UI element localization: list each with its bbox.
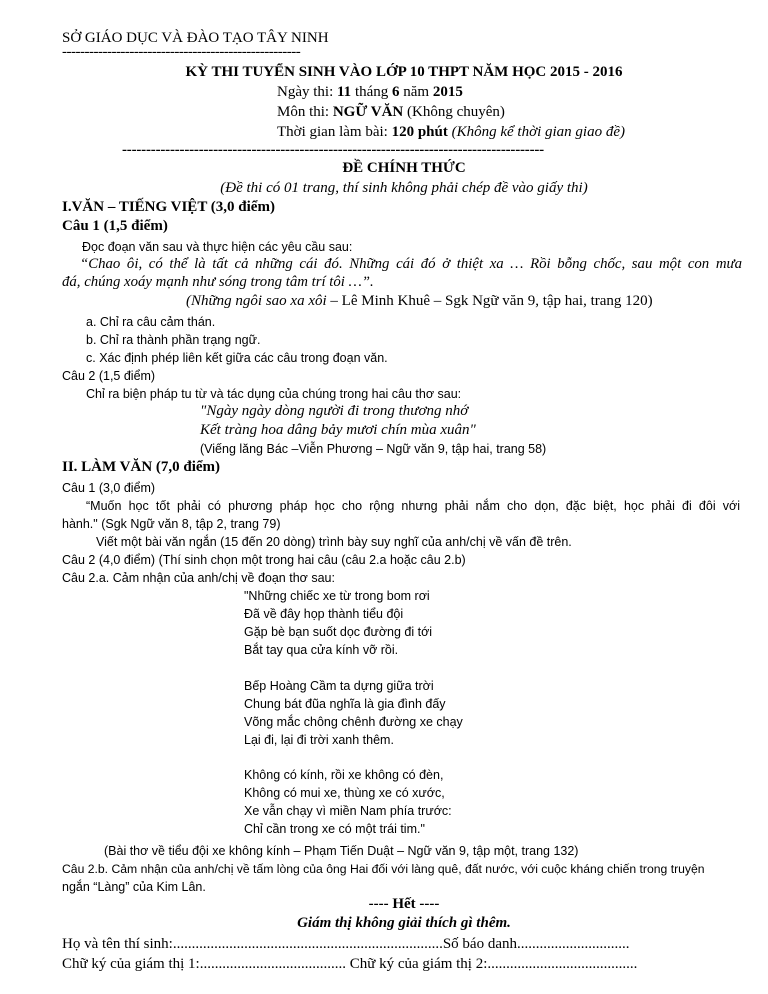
part1-q1-item-a: a. Chỉ ra câu cảm thán. bbox=[86, 315, 216, 329]
part2-q2-title: Câu 2 (4,0 điểm) (Thí sinh chọn một trong hai câu (câu 2.a hoặc câu 2.b) bbox=[62, 553, 466, 567]
source-work-title: (Những ngôi sao xa xôi bbox=[186, 293, 327, 309]
part1-q1-source bbox=[186, 293, 653, 310]
poem-source: (Bài thơ về tiểu đội xe không kính – Phạm Tiến Duật – Ngữ văn 9, tập một, trang 132) bbox=[104, 844, 579, 858]
source-detail: – Lê Minh Khuê – Sgk Ngữ văn 9, tập hai, trang 120) bbox=[326, 293, 653, 309]
date-day: 11 bbox=[337, 84, 352, 100]
part2-q2a: Câu 2.a. Cảm nhận của anh/chị về đoạn thơ sau: bbox=[62, 571, 335, 585]
poem-line: Bếp Hoàng Cầm ta dựng giữa trời bbox=[244, 679, 434, 693]
proctor-signature-line: Chữ ký của giám thị 1:....................................... Chữ ký của giám thị 2:........................................ bbox=[62, 956, 638, 972]
poem-line: Chỉ cần trong xe có một trái tim." bbox=[244, 822, 425, 836]
department-name: SỞ GIÁO DỤC VÀ ĐÀO TẠO TÂY NINH bbox=[62, 30, 329, 46]
part1-q1-quote-line2: đá, chúng xoáy mạnh như sóng trong tâm trí tôi …”. bbox=[62, 274, 374, 290]
part2-q1-quote-line2: hành." (Sgk Ngữ văn 8, tập 2, trang 79) bbox=[62, 517, 281, 531]
date-month: 6 bbox=[392, 84, 400, 100]
verse2-text: Kết tràng hoa dâng bảy mươi chín mùa xuân bbox=[200, 422, 470, 438]
date-mid: tháng bbox=[351, 84, 393, 100]
subject-note: (Không chuyên) bbox=[403, 104, 505, 120]
long-rule: ---------------------------------------------------------------------------------------- bbox=[122, 142, 544, 158]
part1-q1-item-b: b. Chỉ ra thành phần trạng ngữ. bbox=[86, 333, 261, 347]
exam-title: KỲ THI TUYỂN SINH VÀO LỚP 10 THPT NĂM HỌC 2015 - 2016 bbox=[185, 64, 623, 80]
poem-line: "Những chiếc xe từ trong bom rơi bbox=[244, 589, 430, 603]
subject-label: Môn thi: bbox=[277, 104, 333, 120]
part1-q1-instruction: Đọc đoạn văn sau và thực hiện các yêu cầu sau: bbox=[82, 240, 353, 254]
date-year-label: năm bbox=[399, 84, 433, 100]
part2-q1-quote-line1: “Muốn học tốt phải có phương pháp học cho rộng nhưng phải nắm cho dọn, đặc biệt, học phải đi đôi với bbox=[86, 499, 740, 513]
part2-q2b-line1: Câu 2.b. Cảm nhận của anh/chị về tấm lòng của ông Hai đối với làng quê, đất nước, với cuộc kháng chiến trong truyện bbox=[62, 862, 705, 876]
part1-q2-title: Câu 2 (1,5 điểm) bbox=[62, 369, 156, 383]
part1-q1-item-c: c. Xác định phép liên kết giữa các câu trong đoạn văn. bbox=[86, 351, 388, 365]
part1-q2-source: (Viếng lăng Bác –Viễn Phương – Ngữ văn 9, tập hai, trang 58) bbox=[200, 442, 547, 456]
part2-q1-task: Viết một bài văn ngắn (15 đến 20 dòng) trình bày suy nghĩ của anh/chị về vấn đề trên. bbox=[96, 535, 572, 549]
date-year: 2015 bbox=[432, 84, 463, 100]
part1-q2-instruction: Chỉ ra biện pháp tu từ và tác dụng của chúng trong hai câu thơ sau: bbox=[86, 387, 462, 401]
exam-date bbox=[277, 84, 463, 101]
part2-q2b-line2: ngắn “Làng” của Kim Lân. bbox=[62, 880, 206, 894]
poem-line: Võng mắc chông chênh đường xe chạy bbox=[244, 715, 463, 729]
part1-q1-quote-line1: “Chao ôi, có thể là tất cả những cái đó. Những cái đó ở thiệt xa … Rồi bỗng chốc, sau một con mưa bbox=[80, 256, 742, 272]
poem-line: Xe vẫn chạy vì miền Nam phía trước: bbox=[244, 804, 452, 818]
part1-title: I.VĂN – TIẾNG VIỆT (3,0 điểm) bbox=[62, 199, 275, 215]
poem-line: Không có mui xe, thùng xe có xước, bbox=[244, 786, 445, 800]
verse1-text: Ngày ngày dòng người đi trong thương nhớ bbox=[206, 403, 469, 419]
part2-q1-title: Câu 1 (3,0 điểm) bbox=[62, 481, 156, 495]
official-note: (Đề thi có 01 trang, thí sinh không phải chép đề vào giấy thi) bbox=[220, 180, 588, 196]
poem-line: Gặp bè bạn suốt dọc đường đi tới bbox=[244, 625, 433, 639]
poem-line: Lại đi, lại đi trời xanh thêm. bbox=[244, 733, 394, 747]
subject-name: NGỮ VĂN bbox=[332, 104, 404, 120]
time-note: (Không kể thời gian giao đề) bbox=[447, 124, 626, 140]
part1-q1-title: Câu 1 (1,5 điểm) bbox=[62, 218, 168, 234]
end-marker: ---- Hết ---- bbox=[368, 896, 440, 912]
poem-line: Đã về đây họp thành tiểu đội bbox=[244, 607, 404, 621]
part1-q2-verse1: "Ngày ngày dòng người đi trong thương nhớ bbox=[200, 403, 469, 419]
official-label: ĐỀ CHÍNH THỨC bbox=[342, 160, 466, 176]
exam-subject bbox=[277, 104, 505, 121]
date-label: Ngày thi: bbox=[277, 84, 337, 100]
part2-title: II. LÀM VĂN (7,0 điểm) bbox=[62, 459, 221, 475]
time-value: 120 phút bbox=[391, 124, 448, 140]
part1-q2-verse2: Kết tràng hoa dâng bảy mươi chín mùa xuân" bbox=[200, 422, 476, 438]
candidate-info-line: Họ và tên thí sinh:........................................................................Số báo danh.............................. bbox=[62, 936, 630, 952]
proctor-note: Giám thị không giải thích gì thêm. bbox=[297, 915, 511, 931]
exam-time bbox=[277, 124, 625, 141]
short-rule: ----------------------------------------------------- bbox=[62, 44, 301, 60]
poem-line: Bắt tay qua cửa kính vỡ rồi. bbox=[244, 643, 399, 657]
poem-line: Chung bát đũa nghĩa là gia đình đấy bbox=[244, 697, 446, 711]
time-label: Thời gian làm bài: bbox=[277, 124, 392, 140]
poem-line: Không có kính, rồi xe không có đèn, bbox=[244, 768, 444, 782]
